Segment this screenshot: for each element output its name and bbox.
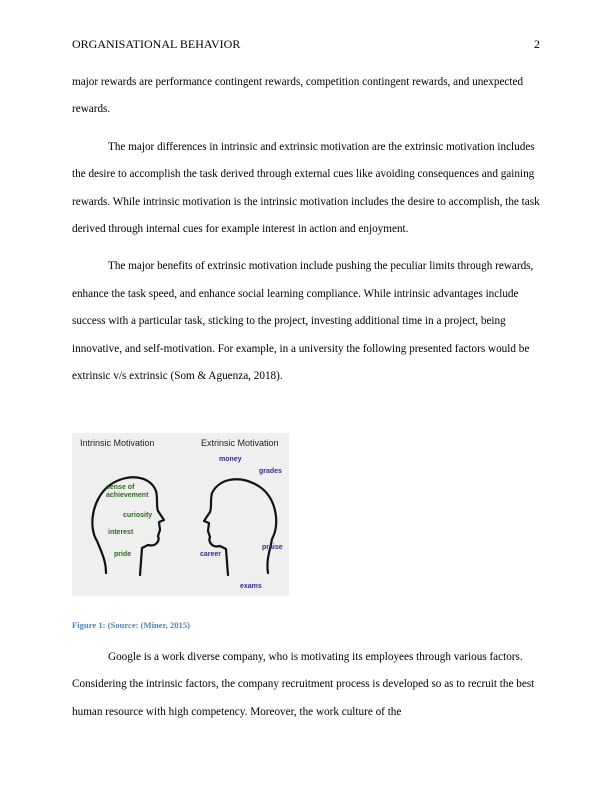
motivation-illustration — [72, 433, 289, 596]
extrinsic-title: Extrinsic Motivation — [201, 438, 279, 448]
label-achievement: achievement — [106, 492, 149, 499]
body-text-continued — [72, 644, 542, 726]
label-curiosity: curiosity — [123, 512, 153, 519]
label-sense-of: sense of — [106, 484, 135, 491]
paragraph: The major differences in intrinsic and extrinsic motivation are the extrinsic motivation includes the desire to accomplish the task derived through external cues like avoiding consequences and gaining rewards. While intrinsic motivation is the intrinsic motivation includes the desire to accomplish, the task derived through internal cues for example interest in action and enjoyment. — [72, 140, 540, 236]
motivation-figure — [72, 433, 289, 596]
figure-caption: Figure 1: (Source: (Miner, 2015) — [72, 620, 190, 630]
paragraph: Google is a work diverse company, who is motivating its employees through various factors. Considering the intrinsic factors, the company recruitment process is developed so as to recruit the best human resource with high competency. Moreover, the work culture of the — [72, 651, 535, 718]
label-money: money — [219, 456, 242, 463]
intrinsic-title: Intrinsic Motivation — [80, 438, 155, 448]
page-number: 2 — [534, 37, 540, 51]
running-head: ORGANISATIONAL BEHAVIOR — [72, 37, 241, 51]
label-exams: exams — [240, 583, 262, 590]
label-grades: grades — [259, 468, 282, 475]
extrinsic-head-outline — [204, 479, 276, 575]
label-praise: praise — [262, 544, 283, 551]
paragraph: The major benefits of extrinsic motivation include pushing the peculiar limits through rewards, enhance the task speed, and enhance social learning compliance. While intrinsic advantages include success with a particular task, sticking to the project, investing additional time in a project, being innovative, and self-motivation. For example, in a university the following presented factors would be extrinsic v/s extrinsic (Som & Aguenza, 2018). — [72, 260, 534, 383]
paragraph: major rewards are performance contingent rewards, competition contingent rewards, and unexpected rewards. — [72, 76, 524, 116]
label-interest: interest — [108, 529, 134, 536]
page-header — [72, 37, 540, 53]
label-career: career — [200, 551, 222, 558]
label-pride: pride — [114, 551, 132, 558]
body-text — [72, 69, 542, 390]
